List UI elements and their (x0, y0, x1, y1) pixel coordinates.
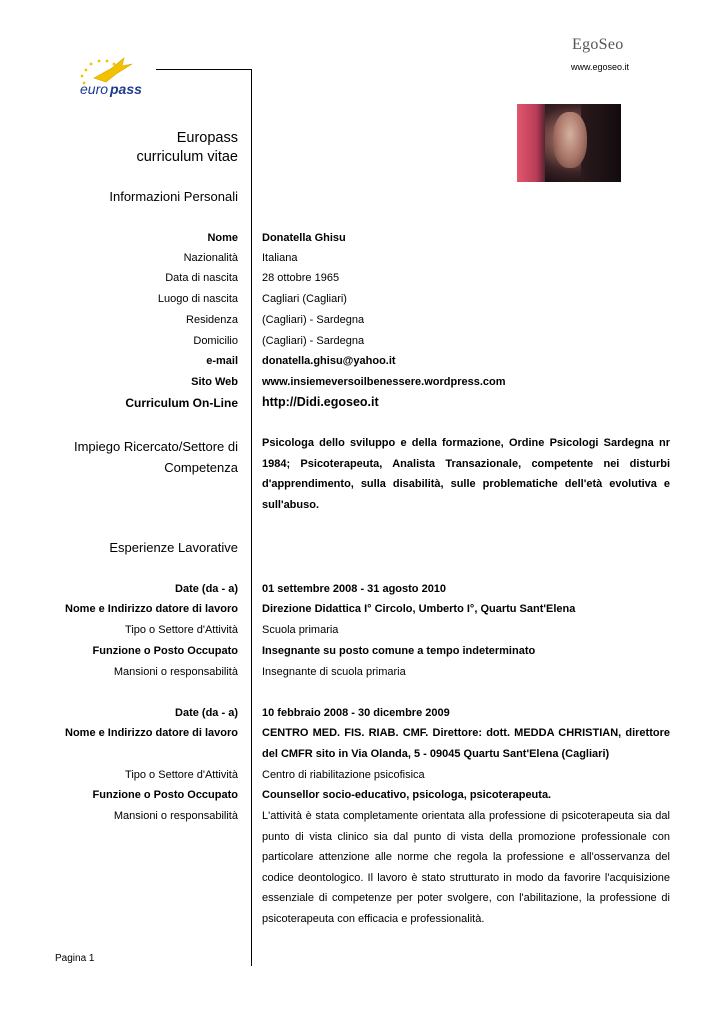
job1-funzione: Insegnante su posto comune a tempo indeterminato (262, 645, 536, 657)
job2-funzione: Counsellor socio-educativo, psicologa, psicoterapeuta. (262, 789, 552, 801)
job2-mansioni: L'attività è stata completamente orientata alla professione di psicoterapeuta sia dal punto di vista clinico sia dal punto di vista della promozione professionale con particolare attenzione alle norme che regola la professione e all'osservanza del codice deontologico. Il lavoro è stato strutturato in modo da favorire l'acquisizione essenziale di competenze per poter svolgere, con l'abilitazione, la professione di psicoterapeuta con efficacia e professionalità. (262, 810, 670, 925)
svg-text:pass: pass (110, 81, 142, 97)
job2-date: 10 febbraio 2008 - 30 dicembre 2009 (262, 707, 450, 719)
label-funzione: Funzione o Posto Occupato (92, 645, 238, 657)
label-tipo: Tipo o Settore d'Attività (125, 769, 238, 781)
value-nome: Donatella Ghisu (262, 232, 346, 244)
job1-mansioni: Insegnante di scuola primaria (262, 666, 406, 678)
label-curriculum-online: Curriculum On-Line (125, 396, 238, 410)
label-funzione: Funzione o Posto Occupato (92, 789, 238, 801)
label-email: e-mail (206, 355, 238, 367)
value-domicilio: (Cagliari) - Sardegna (262, 335, 365, 347)
svg-text:euro: euro (80, 81, 109, 97)
label-datore: Nome e Indirizzo datore di lavoro (65, 603, 238, 615)
profile-photo (517, 104, 621, 182)
section-esperienze: Esperienze Lavorative (109, 540, 238, 555)
job2-tipo: Centro di riabilitazione psicofisica (262, 769, 425, 781)
egoseo-logo: EgoSeo (572, 36, 624, 53)
job1-tipo: Scuola primaria (262, 624, 339, 636)
section-personal: Informazioni Personali (109, 189, 238, 204)
section-impiego: Impiego Ricercato/Settore di Competenza (73, 439, 238, 475)
value-data-nascita: 28 ottobre 1965 (262, 272, 340, 284)
label-data-nascita: Data di nascita (165, 272, 238, 284)
label-tipo: Tipo o Settore d'Attività (125, 624, 238, 636)
label-mansioni: Mansioni o responsabilità (113, 810, 238, 822)
label-date: Date (da - a) (175, 707, 238, 719)
value-curriculum-online[interactable]: http://Didi.egoseo.it (262, 395, 379, 409)
value-email[interactable]: donatella.ghisu@yahoo.it (262, 355, 396, 367)
job1-datore: Direzione Didattica I° Circolo, Umberto I°, Quartu Sant'Elena (262, 603, 576, 615)
value-luogo-nascita: Cagliari (Cagliari) (262, 293, 347, 305)
europass-logo (72, 52, 154, 100)
vertical-divider (251, 69, 252, 966)
impiego-text: Psicologa dello sviluppo e della formazione, Ordine Psicologi Sardegna nr 1984; Psicoterapeuta, Analista Transazionale, competente nei disturbi d'apprendimento, sulla disabilità, sulle problematiche dell'età evolutiva e sull'abuso. (262, 437, 670, 511)
value-residenza: (Cagliari) - Sardegna (262, 314, 365, 326)
label-domicilio: Domicilio (193, 335, 238, 347)
cv-title: Europass curriculum vitae (136, 130, 238, 165)
label-sito-web: Sito Web (191, 376, 238, 388)
label-mansioni: Mansioni o responsabilità (113, 666, 238, 678)
label-nome: Nome (207, 232, 238, 244)
header-rule (156, 69, 252, 70)
label-residenza: Residenza (186, 314, 238, 326)
egoseo-url[interactable]: www.egoseo.it (571, 62, 630, 72)
page-number: Pagina 1 (55, 953, 95, 964)
label-nazionalita: Nazionalità (183, 252, 238, 264)
label-date: Date (da - a) (175, 583, 238, 595)
job1-date: 01 settembre 2008 - 31 agosto 2010 (262, 583, 447, 595)
job2-datore: CENTRO MED. FIS. RIAB. CMF. Direttore: dott. MEDDA CHRISTIAN, direttore del CMFR sito in Via Olanda, 5 - 09045 Quartu Sant'Elena (Cagliari) (262, 727, 670, 760)
label-luogo-nascita: Luogo di nascita (157, 293, 238, 305)
value-sito-web[interactable]: www.insiemeversoilbenessere.wordpress.com (262, 376, 506, 388)
value-nazionalita: Italiana (262, 252, 298, 264)
label-datore: Nome e Indirizzo datore di lavoro (65, 727, 238, 739)
